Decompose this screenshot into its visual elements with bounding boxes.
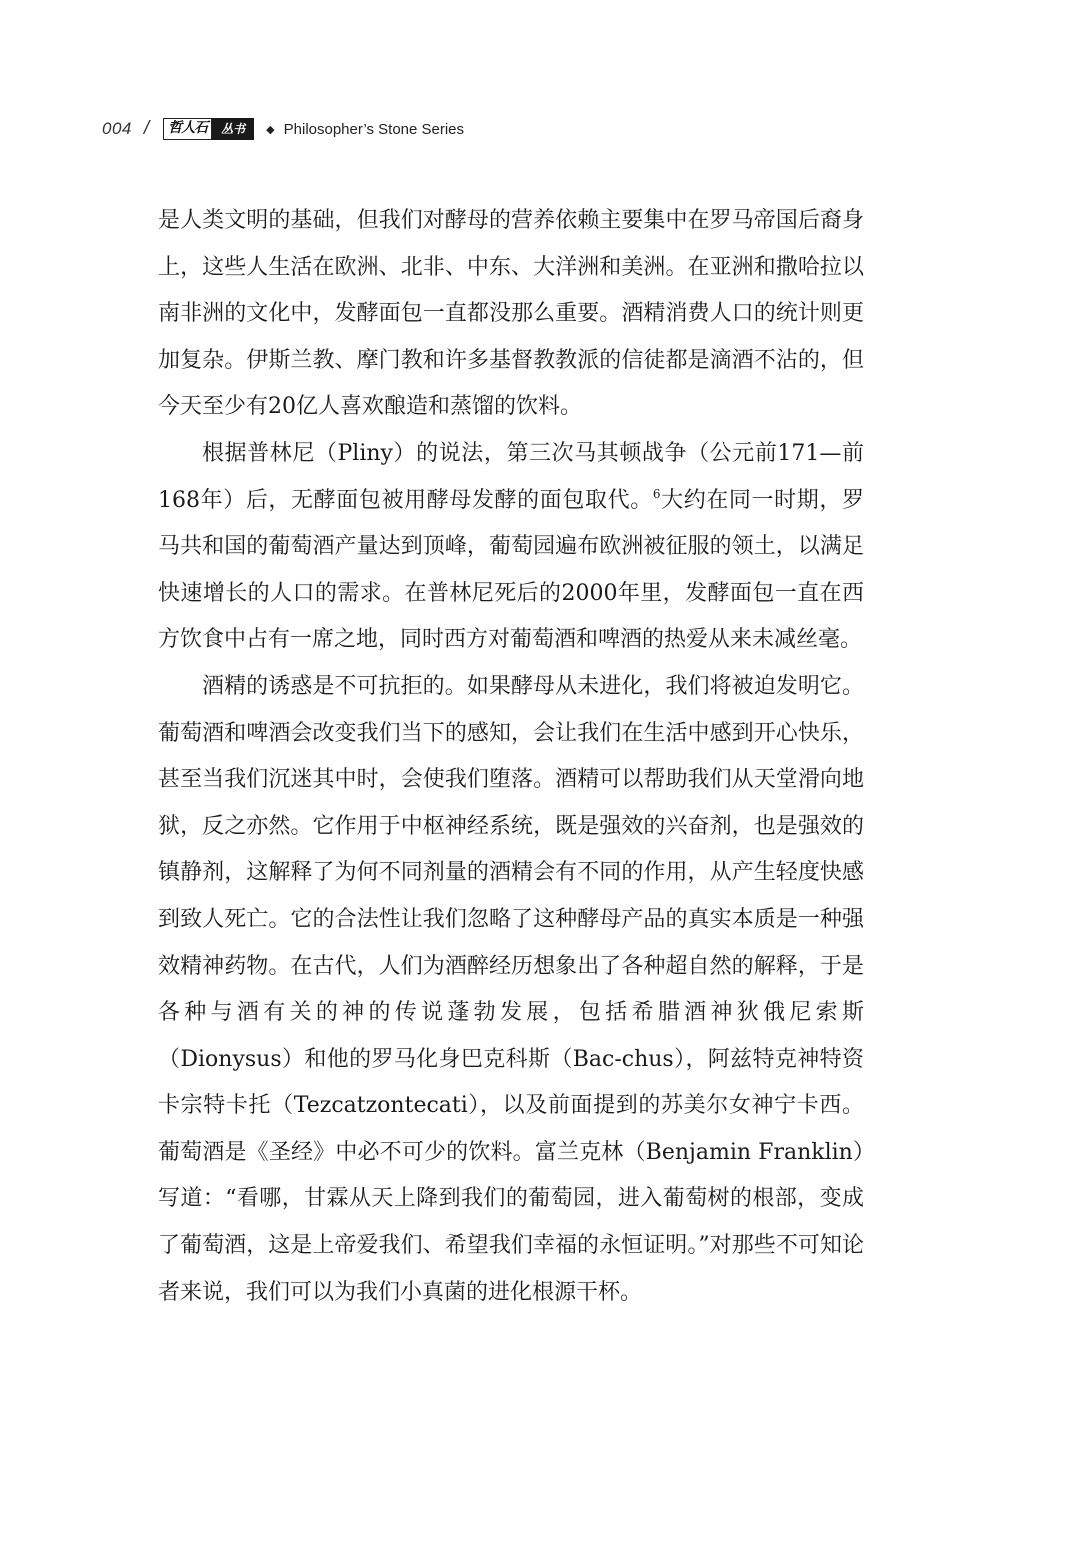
paragraph-2-text-before-note: 根据普林尼（Pliny）的说法，第三次马其顿战争（公元前171—前168年）后，无酵面包被用酵母发酵的面包取代。 — [158, 440, 864, 513]
body-text — [158, 198, 864, 1316]
paragraph-2 — [158, 431, 864, 664]
series-name: Philosopher’s Stone Series — [283, 120, 465, 138]
page-number: 004 — [102, 119, 132, 138]
diamond-icon: ◆ — [266, 122, 275, 136]
series-logo-left: 哲人石 — [163, 118, 212, 140]
header-separator: / — [143, 118, 150, 139]
paragraph-2-text-after-note: 大约在同一时期，罗马共和国的葡萄酒产量达到顶峰，葡萄园遍布欧洲被征服的领土，以满足快速增长的人口的需求。在普林尼死后的2000年里，发酵面包一直在西方饮食中占有一席之地，同时西方对葡萄酒和啤酒的热爱从来未减丝毫。 — [158, 487, 864, 653]
paragraph-1: 是人类文明的基础，但我们对酵母的营养依赖主要集中在罗马帝国后裔身上，这些人生活在欧洲、北非、中东、大洋洲和美洲。在亚洲和撒哈拉以南非洲的文化中，发酵面包一直都没那么重要。酒精消费人口的统计则更加复杂。伊斯兰教、摩门教和许多基督教教派的信徒都是滴酒不沾的，但今天至少有20亿人喜欢酿造和蒸馏的饮料。 — [158, 208, 864, 420]
footnote-marker[interactable]: 6 — [652, 486, 661, 501]
running-header — [102, 116, 464, 142]
series-logo — [163, 118, 254, 140]
paragraph-3: 酒精的诱惑是不可抗拒的。如果酵母从未进化，我们将被迫发明它。葡萄酒和啤酒会改变我们当下的感知，会让我们在生活中感到开心快乐，甚至当我们沉迷其中时，会使我们堕落。酒精可以帮助我们从天堂滑向地狱，反之亦然。它作用于中枢神经系统，既是强效的兴奋剂，也是强效的镇静剂，这解释了为何不同剂量的酒精会有不同的作用，从产生轻度快感到致人死亡。它的合法性让我们忽略了这种酵母产品的真实本质是一种强效精神药物。在古代，人们为酒醉经历想象出了各种超自然的解释，于是各种与酒有关的神的传说蓬勃发展，包括希腊酒神狄俄尼索斯（Dionysus）和他的罗马化身巴克科斯（Bac-chus），阿兹特克神特资卡宗特卡托（Tezcatzontecati），以及前面提到的苏美尔女神宁卡西。葡萄酒是《圣经》中必不可少的饮料。富兰克林（Benjamin Franklin）写道：“看哪，甘霖从天上降到我们的葡萄园，进入葡萄树的根部，变成了葡萄酒，这是上帝爱我们、希望我们幸福的永恒证明。”对那些不可知论者来说，我们可以为我们小真菌的进化根源干杯。 — [158, 673, 864, 1305]
series-logo-right: 丛书 — [212, 118, 254, 140]
